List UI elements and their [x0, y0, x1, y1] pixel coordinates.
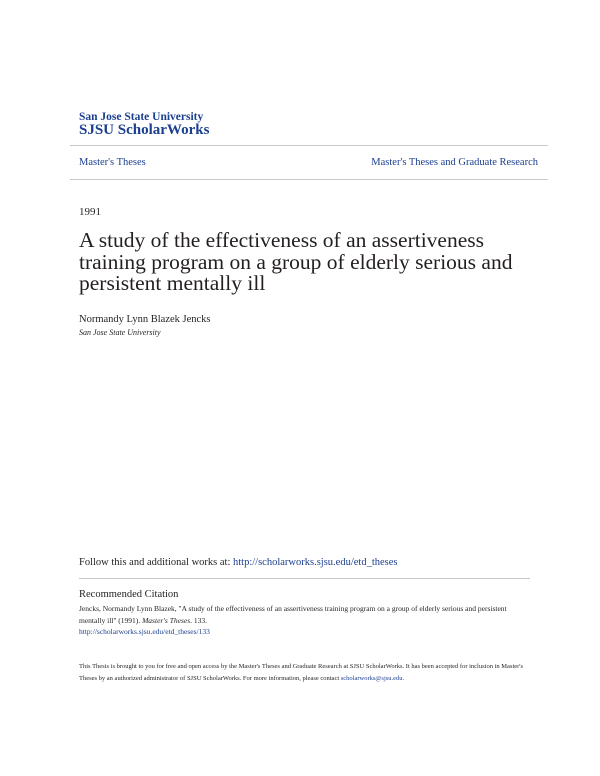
- citation-suffix: . 133.: [190, 615, 207, 625]
- publication-year: 1991: [79, 206, 101, 218]
- author-name: Normandy Lynn Blazek Jencks: [79, 314, 211, 325]
- footer-notice: [79, 661, 529, 684]
- follow-label: Follow this and additional works at:: [79, 557, 233, 568]
- footer-text: This Thesis is brought to you for free and open access by the Master's Theses and Graduate Research at SJSU ScholarWorks. It has been accepted for inclusion in Master's Theses by an authorized administrator of SJSU ScholarWorks. For more information, please contact: [79, 663, 524, 682]
- masters-theses-link[interactable]: Master's Theses: [79, 157, 146, 168]
- header-divider: [70, 145, 548, 146]
- footer-end: .: [402, 674, 405, 682]
- university-name: San Jose State University: [79, 111, 204, 123]
- citation-url-link[interactable]: http://scholarworks.sjsu.edu/etd_theses/133: [79, 627, 210, 636]
- citation-main: Jencks, Normandy Lynn Blazek, "A study of the effectiveness of an assertiveness training program on a group of elderly serious and persistent mentally ill" (1991).: [79, 604, 507, 625]
- graduate-research-link[interactable]: Master's Theses and Graduate Research: [371, 157, 538, 168]
- follow-url-link[interactable]: http://scholarworks.sjsu.edu/etd_theses: [233, 557, 398, 568]
- document-title: A study of the effectiveness of an assertiveness training program on a group of elderly serious and persistent mentally ill: [79, 228, 513, 295]
- author-affiliation: San Jose State University: [79, 328, 161, 337]
- citation-journal: Master's Theses: [142, 615, 191, 625]
- repository-link[interactable]: SJSU ScholarWorks: [79, 122, 210, 138]
- citation-heading: Recommended Citation: [79, 589, 179, 600]
- citation-divider: [79, 578, 530, 579]
- contact-email-link[interactable]: scholarworks@sjsu.edu: [340, 674, 403, 682]
- nav-divider: [70, 179, 548, 180]
- citation-text: [79, 603, 529, 638]
- follow-line: [79, 557, 397, 568]
